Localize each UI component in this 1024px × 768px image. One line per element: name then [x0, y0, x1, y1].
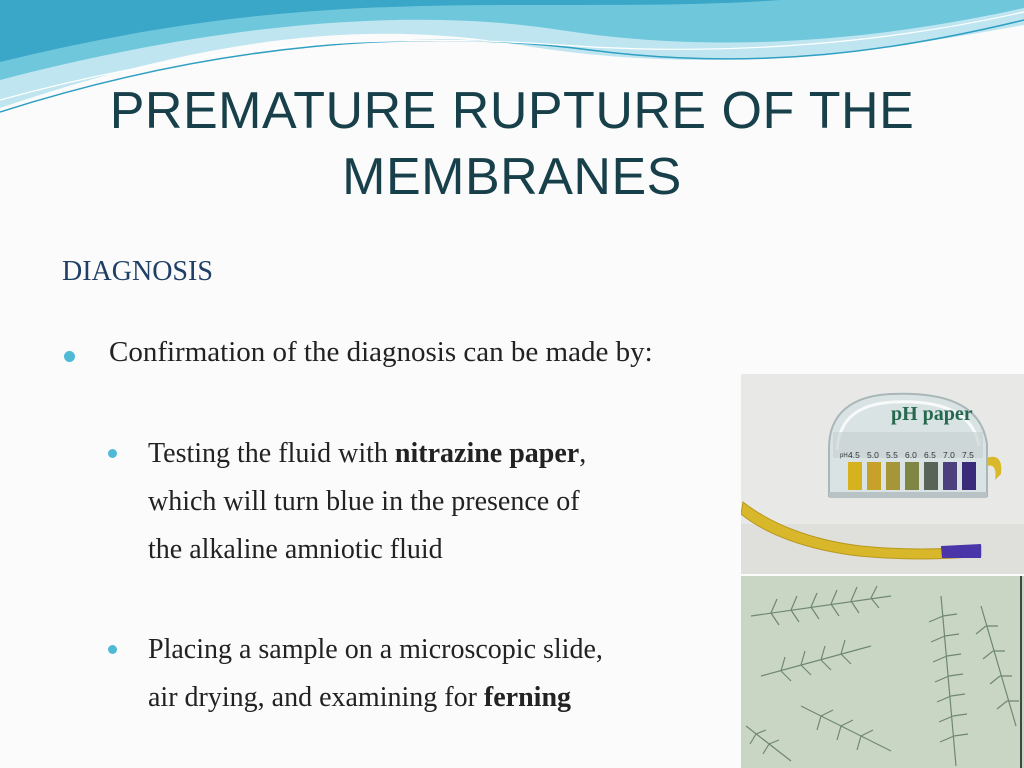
text-fragment: air drying, and examining for — [148, 682, 484, 713]
ph-color-swatch — [943, 462, 957, 490]
ph-paper-photo — [741, 374, 1024, 574]
bullet-dot-icon — [108, 645, 117, 654]
title-line-1: PREMATURE RUPTURE OF THE — [109, 82, 915, 140]
slide-title — [60, 78, 964, 210]
bullet-dot-icon — [64, 351, 75, 362]
ferning-microscopy-photo — [741, 576, 1024, 768]
sub-bullet-nitrazine — [108, 430, 748, 574]
bullet-dot-icon — [108, 449, 117, 458]
ph-scale-prefix: pH — [840, 453, 848, 459]
text-line: Placing a sample on a microscopic slide, — [148, 634, 603, 665]
ph-color-swatch — [924, 462, 938, 490]
ph-color-swatch — [848, 462, 862, 490]
ph-color-swatch — [905, 462, 919, 490]
ph-scale-label: 7.5 — [962, 450, 974, 460]
ph-color-swatches — [848, 462, 976, 490]
ph-color-swatch — [886, 462, 900, 490]
ph-paper-brand: pH paper — [891, 403, 973, 425]
sub-bullet-text — [148, 626, 748, 722]
text-fragment: , — [579, 438, 587, 469]
ph-color-swatch — [867, 462, 881, 490]
ph-color-swatch — [962, 462, 976, 490]
bold-term-ferning: ferning — [483, 682, 572, 713]
bullet-text: Confirmation of the diagnosis can be made by: — [109, 336, 653, 368]
text-line: which will turn blue in the presence of — [148, 486, 580, 517]
text-line: the alkaline amniotic fluid — [148, 534, 443, 565]
ph-scale-label: 4.5 — [848, 450, 860, 460]
ph-scale-label: 6.5 — [924, 450, 936, 460]
title-line-2: MEMBRANES — [342, 148, 682, 206]
ph-scale-label: 7.0 — [943, 450, 955, 460]
bullet-confirmation — [64, 336, 653, 369]
sub-bullet-text — [148, 430, 748, 574]
section-subheading: DIAGNOSIS — [62, 256, 213, 287]
sub-bullet-ferning — [108, 626, 748, 722]
bold-term-nitrazine: nitrazine paper — [394, 438, 580, 469]
text-fragment: Testing the fluid with — [148, 438, 395, 469]
ph-scale-label: 5.0 — [867, 450, 879, 460]
ph-scale-label: 6.0 — [905, 450, 917, 460]
ph-scale-label: 5.5 — [886, 450, 898, 460]
